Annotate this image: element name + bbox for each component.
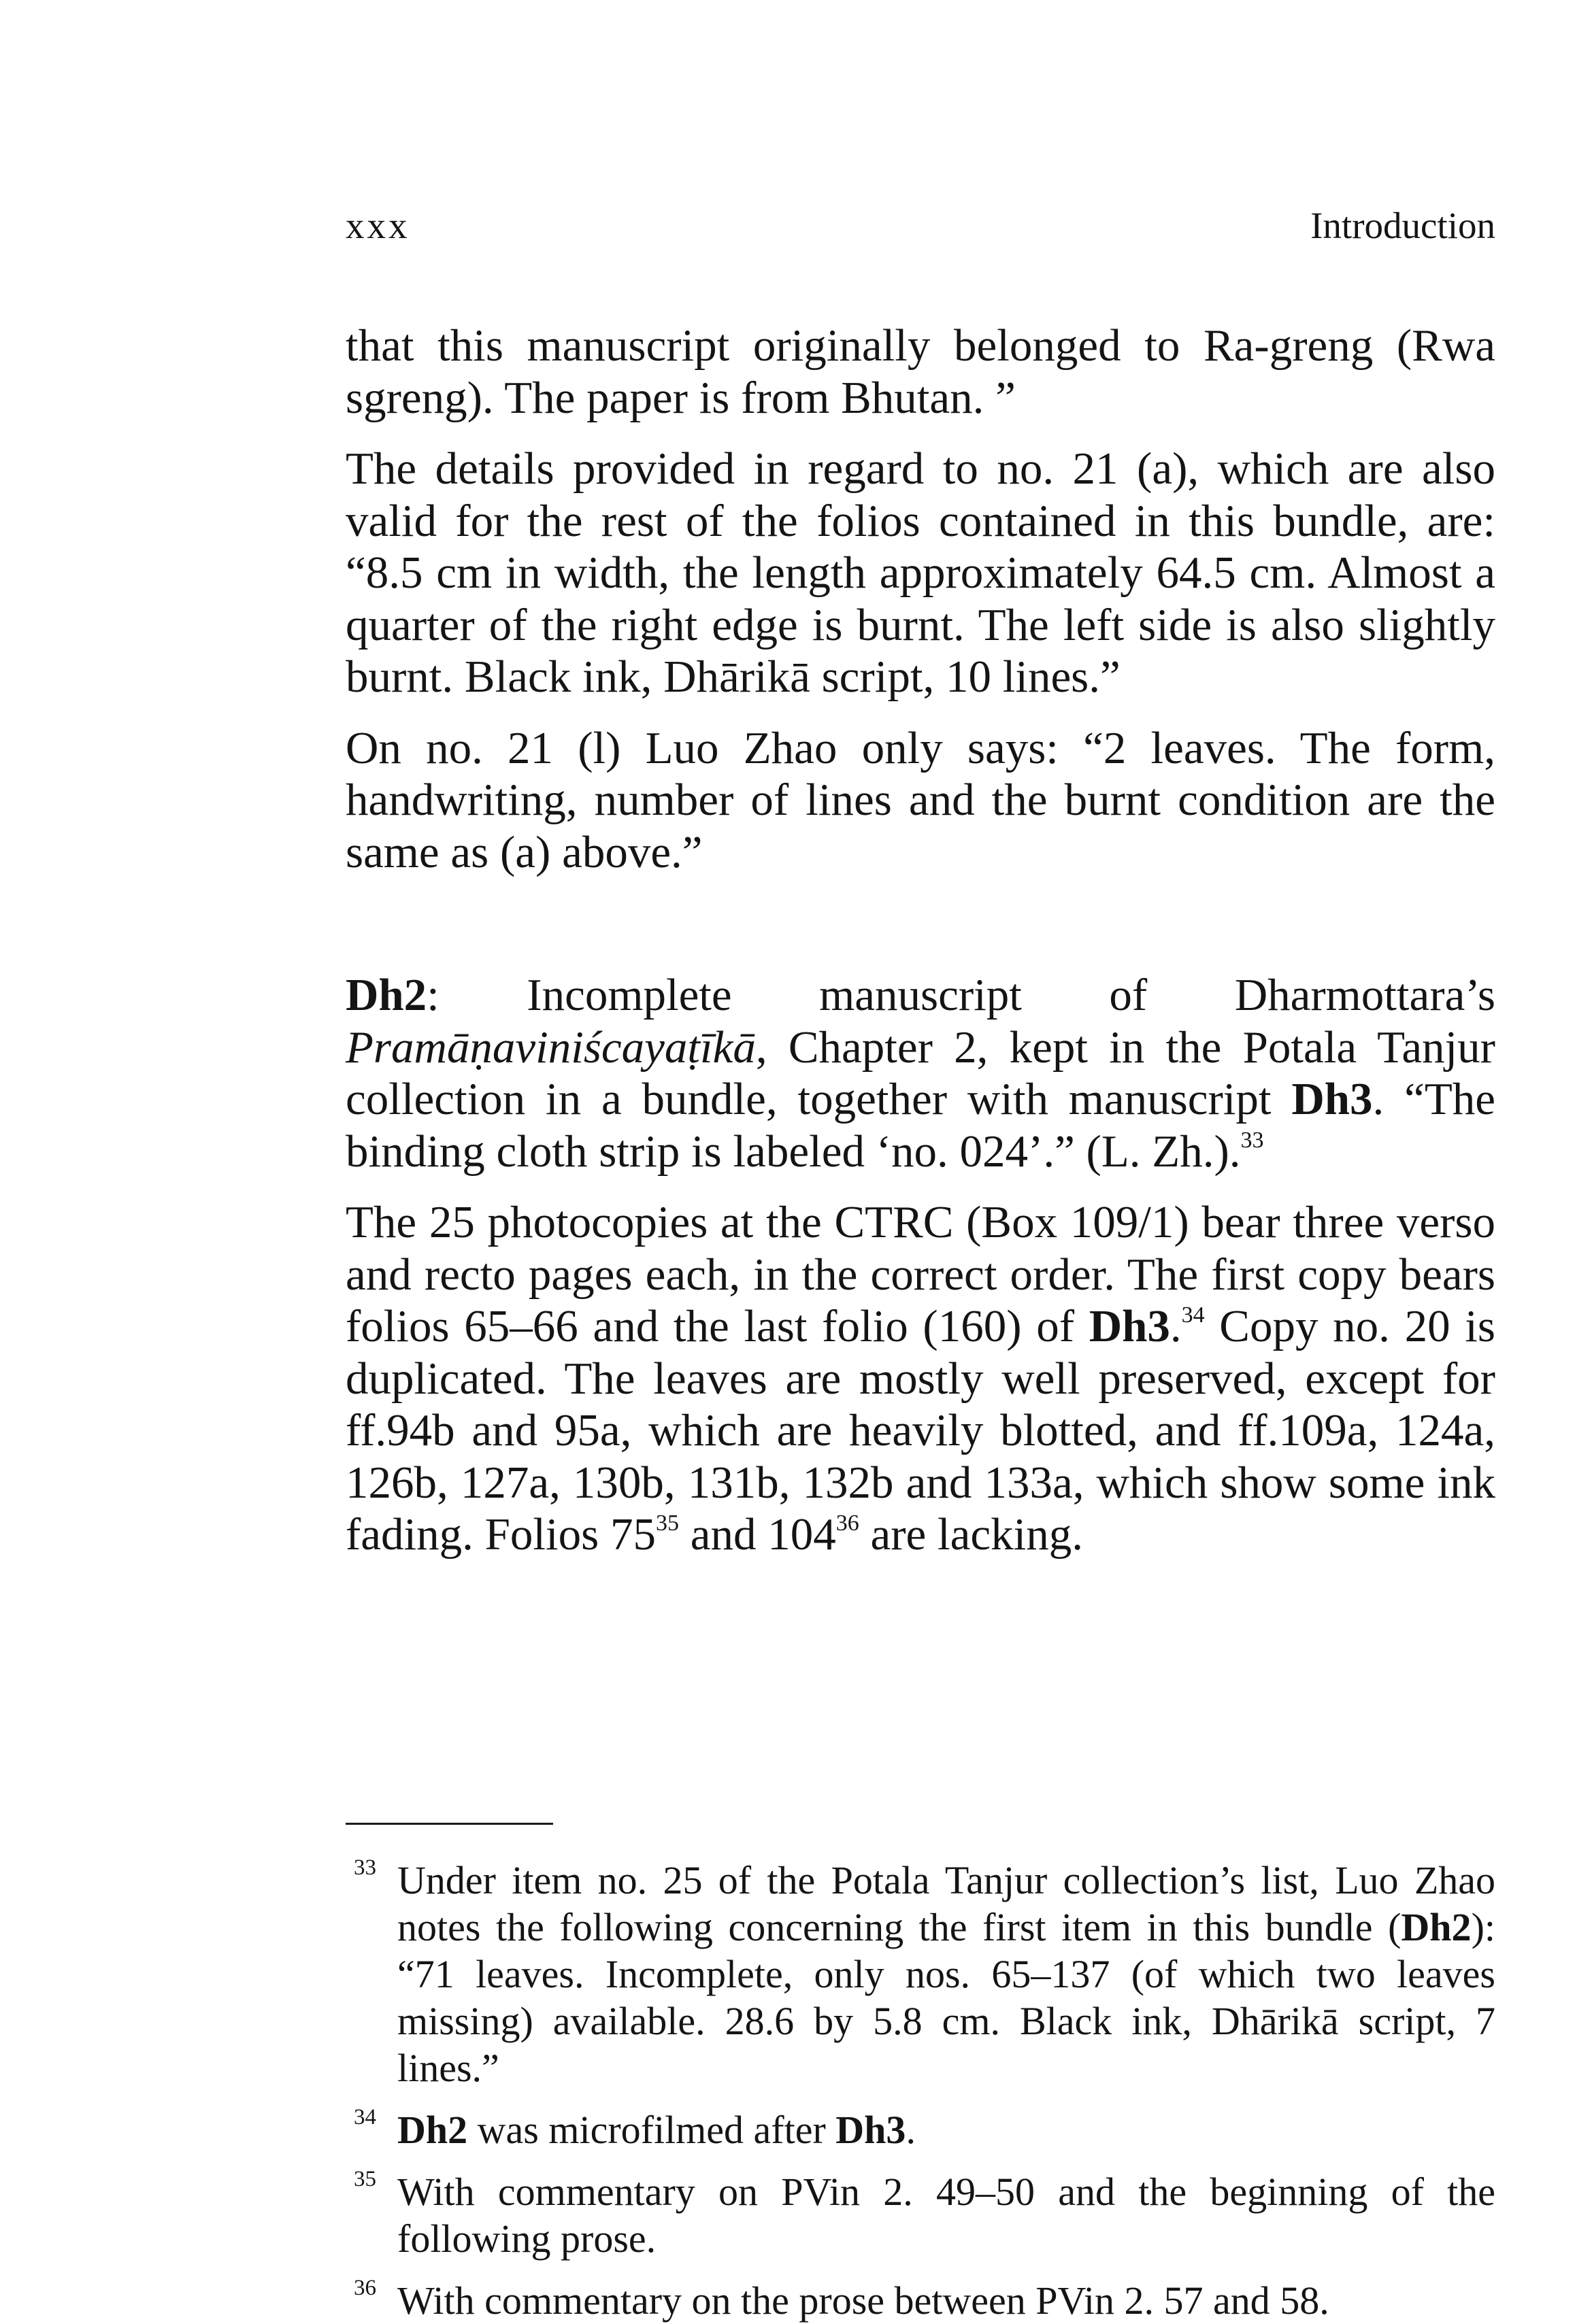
photocopies-text-e: are lacking. <box>859 1509 1083 1560</box>
footnote-siglum-2: Dh3 <box>835 2108 906 2152</box>
running-header <box>346 199 1495 253</box>
photocopies-text-c: Copy no. 20 is duplicated. The leaves are mostly well preserved, except for ff.94b and 95a, which are heavily blotted, and ff.109a, 124a, 126b, 127a, 130b, 131b, 132b and 133a, which show some ink fading. Folios 75 <box>346 1301 1495 1560</box>
footnote-35 <box>346 2168 1495 2262</box>
footnote-33 <box>346 1857 1495 2091</box>
work-title: Pramāṇaviniścayaṭīkā <box>346 1022 756 1073</box>
dh2-text-a: : Incomplete manuscript of Dharmottara’s <box>427 970 1495 1020</box>
footnote-separator <box>346 1823 553 1825</box>
footnote-ref-36[interactable]: 36 <box>835 1511 859 1536</box>
footnote-ref-33[interactable]: 33 <box>1240 1127 1264 1153</box>
footnote-text-b: . <box>906 2108 916 2152</box>
photocopies-text-b: . <box>1170 1301 1182 1351</box>
footnote-text: Under item no. 25 of the Potala Tanjur collection’s list, Luo Zhao notes the following concerning the first item in this bundle ( <box>397 1858 1495 1949</box>
siglum-dh2: Dh2 <box>346 970 427 1020</box>
siglum-dh3-2: Dh3 <box>1089 1301 1170 1351</box>
paragraph-photocopies <box>346 1196 1495 1561</box>
running-title: Introduction <box>1310 205 1495 246</box>
paragraph-2: The details provided in regard to no. 21 (a), which are also valid for the rest of the folios contained in this bundle, are: “8.5 cm in width, the length approximately 64.5 cm. Almost a quarter of the right edge is burnt. The left side is also slightly burnt. Black ink, Dhārikā script, 10 lines.” <box>346 443 1495 702</box>
footnote-text: With commentary on PVin 2. 49–50 and the beginning of the following prose. <box>397 2170 1495 2261</box>
footnote-number: 34 <box>354 2105 376 2129</box>
siglum-dh3: Dh3 <box>1291 1074 1373 1124</box>
photocopies-text-d: and 104 <box>678 1509 836 1560</box>
footnote-36 <box>346 2277 1495 2324</box>
paragraph-3: On no. 21 (l) Luo Zhao only says: “2 leaves. The form, handwriting, number of lines and the burnt condition are the same as (a) above.” <box>346 722 1495 877</box>
paragraph-dh2-description <box>346 969 1495 1177</box>
footnote-text: was microfilmed after <box>467 2108 836 2152</box>
dh2-text-b: , Chapter 2, kept in the Potala Tanjur collection in a bundle, together with manuscript <box>346 1022 1495 1124</box>
footnote-text-b: ): “71 leaves. Incomplete, only nos. 65–137 (of which two leaves missing) available. 28.6 by 5.8 cm. Black ink, Dhārikā script, 7 lines.” <box>397 1905 1495 2090</box>
footnote-number: 33 <box>354 1855 376 1880</box>
footnotes <box>346 1857 1495 2324</box>
photocopies-text-a: The 25 photocopies at the CTRC (Box 109/1) bear three verso and recto pages each, in the correct order. The first copy bears folios 65–66 and the last folio (160) of <box>346 1197 1495 1351</box>
footnote-siglum: Dh2 <box>397 2108 468 2152</box>
footnote-number: 35 <box>354 2167 376 2191</box>
footnote-number: 36 <box>354 2276 376 2300</box>
footnote-text: With commentary on the prose between PVin 2. 57 and 58. <box>397 2278 1329 2323</box>
footnote-34 <box>346 2106 1495 2153</box>
footnote-ref-35[interactable]: 35 <box>655 1511 679 1536</box>
main-text <box>346 320 1495 1561</box>
footnote-ref-34[interactable]: 34 <box>1181 1302 1205 1328</box>
footnote-siglum: Dh2 <box>1401 1905 1472 1949</box>
dh2-text-c: . “The binding cloth strip is labeled ‘no. 024’.” (L. Zh.). <box>346 1074 1495 1177</box>
paragraph-1: that this manuscript originally belonged to Ra-greng (Rwa sgreng). The paper is from Bhutan. ” <box>346 320 1495 423</box>
page-number: xxx <box>346 205 410 246</box>
